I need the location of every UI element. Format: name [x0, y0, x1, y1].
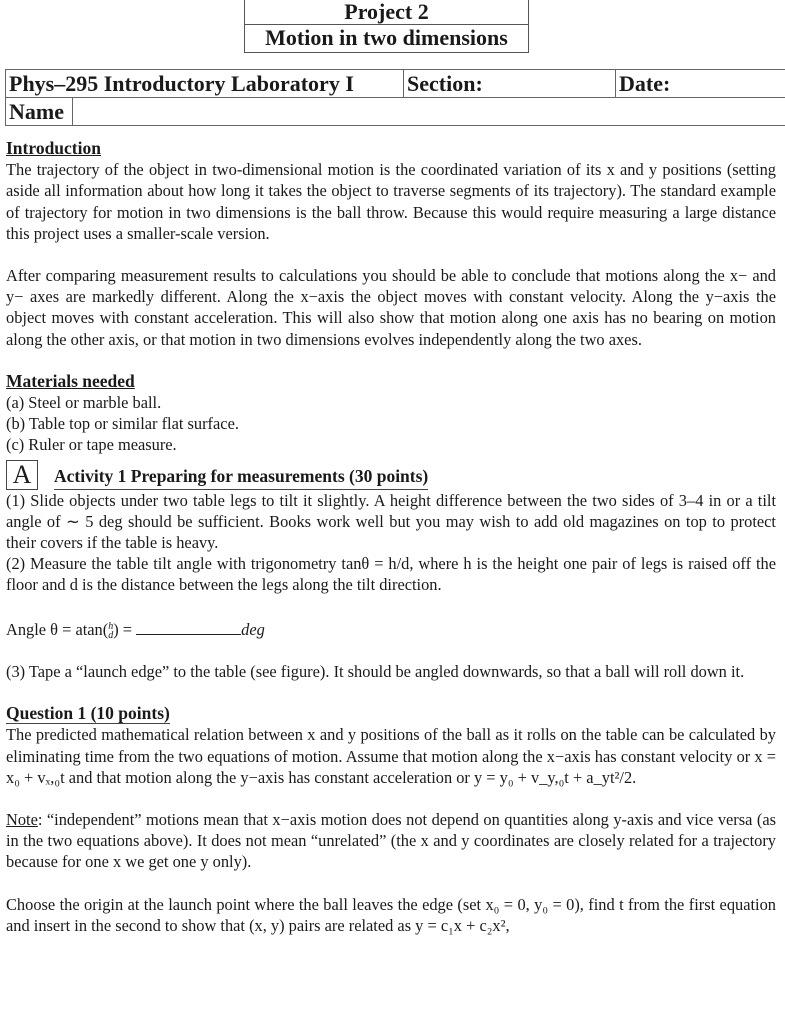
activity-letter-box: A [6, 460, 38, 490]
introduction-paragraph-2: After comparing measurement results to calculations you should be able to conclude that motions along the x− and y− axes are markedly different. Along the x−axis the object moves with constant velocity. Along the y−axis the object moves with constant acceleration. This will also show that motion along one axis has no bearing on motion along the other axis, or that motion in two dimensions evolves independently along the two axes. [6, 266, 776, 349]
activity-1-header [6, 458, 776, 490]
name-field[interactable] [73, 98, 785, 125]
name-label: Name [5, 98, 73, 125]
activity-1-step-3: (3) Tape a “launch edge” to the table (see figure). It should be angled downwards, so that a ball will roll down it. [6, 661, 745, 681]
course-row [5, 69, 785, 97]
note-label: Note [6, 809, 38, 829]
project-subtitle: Motion in two dimensions [245, 24, 528, 52]
date-field[interactable] [615, 70, 785, 97]
question-1-note [6, 809, 776, 873]
angle-unit: deg [241, 619, 265, 639]
materials-heading: Materials needed [6, 370, 135, 391]
materials-item: (b) Table top or similar flat surface. [6, 414, 239, 434]
date-label: Date: [619, 71, 671, 96]
materials-item: (c) Ruler or tape measure. [6, 435, 177, 455]
angle-close: ) = [113, 619, 133, 639]
introduction-paragraph-1: The trajectory of the object in two-dimensional motion is the coordinated variation of its x and y positions (setting aside all information about how long it takes the object to traverse segments of its trajectory). The standard example of trajectory for motion in two dimensions is the ball throw. Because this would require measuring a large distance this project uses a smaller-scale version. [6, 160, 776, 243]
angle-formula-line [6, 619, 776, 640]
course-name: Phys–295 Introductory Laboratory I [5, 70, 403, 97]
question-1-instructions: Choose the origin at the launch point where the ball leaves the edge (set x₀ = 0, y₀ = 0), find t from the first equation and insert in the second to show that (x, y) pairs are related as y = c₁x + c₂x², [6, 894, 776, 935]
note-text: : “independent” motions mean that x−axis motion does not depend on quantities along y-axis and vice versa (as in the two equations above). It does not mean “unrelated” (the x and y coordinates are closely related for a trajectory because for one x we get one y only). [6, 809, 776, 872]
activity-1-step-1: (1) Slide objects under two table legs to tilt it slightly. A height difference between the two sides of 3–4 in or a tilt angle of ∼ 5 deg should be sufficient. Books work well but you may wish to add old magazines on top to protect their covers if the table is heavy. [6, 490, 776, 553]
section-label: Section: [407, 71, 483, 96]
activity-1-title: Activity 1 Preparing for measurements (30 points) [54, 466, 428, 489]
activity-1-step-2: (2) Measure the table tilt angle with trigonometry tanθ = h/d, where h is the height one pair of legs is raised off the floor and d is the distance between the legs along the tilt direction. [6, 554, 776, 595]
project-title-box [244, 0, 529, 53]
question-1-heading: Question 1 (10 points) [6, 703, 170, 724]
h-over-d-fraction: h d [108, 620, 114, 641]
question-1-paragraph: The predicted mathematical relation between x and y positions of the ball as it rolls on the table can be calculated by eliminating time from the two equations of motion. Assume that motion along the x−axis has constant velocity or x = x₀ + vₓ,₀t and that motion along the y−axis has constant acceleration or y = y₀ + v_y,₀t + a_yt²/2. [6, 725, 776, 787]
angle-label: Angle θ = atan( [6, 619, 109, 639]
document-body [6, 138, 776, 936]
student-info-table [5, 69, 785, 126]
name-row [5, 97, 785, 126]
materials-item: (a) Steel or marble ball. [6, 393, 162, 413]
section-field[interactable] [403, 70, 615, 97]
project-number: Project 2 [344, 0, 429, 24]
angle-answer-blank[interactable] [136, 620, 241, 635]
introduction-heading: Introduction [6, 138, 101, 158]
